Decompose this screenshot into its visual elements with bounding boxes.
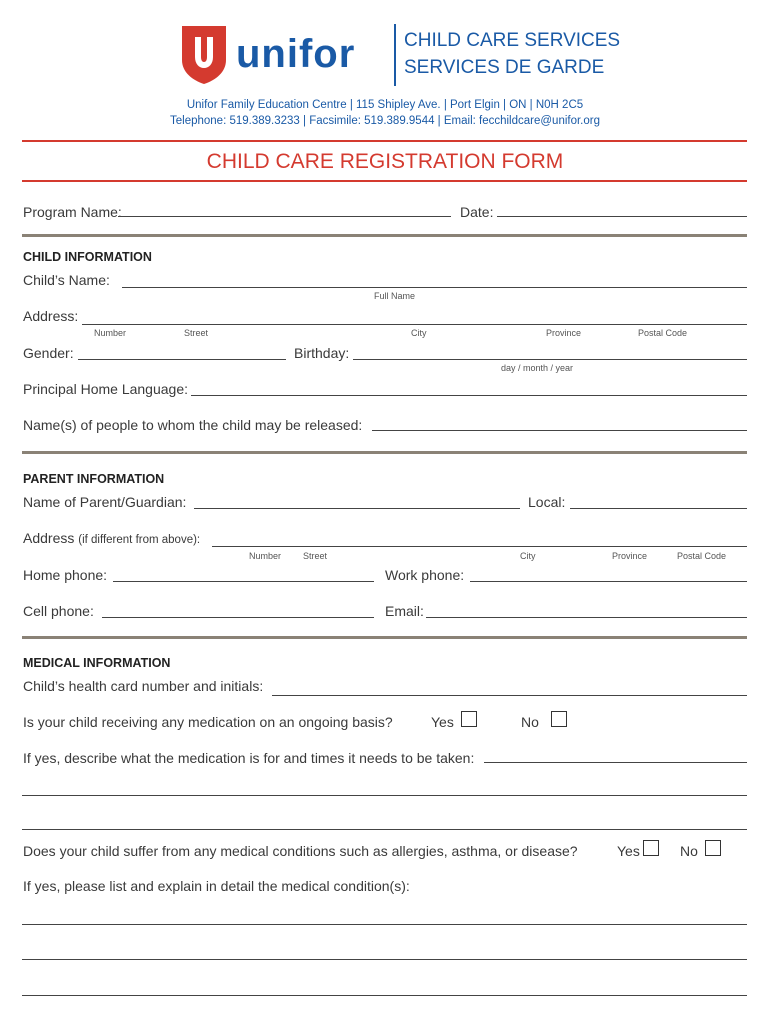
parent-address-label-text: Address <box>23 530 75 546</box>
conditions-description-field-1[interactable] <box>22 924 747 925</box>
medication-description-field-2[interactable] <box>22 795 747 796</box>
program-name-field[interactable] <box>118 216 451 217</box>
health-card-label: Child’s health card number and initials: <box>23 678 264 694</box>
parent-address-number-hint: Number <box>249 551 282 561</box>
child-name-field[interactable] <box>122 287 747 288</box>
address-city-hint: City <box>411 328 427 338</box>
unifor-shield-logo-icon <box>178 24 230 86</box>
conditions-no-label: No <box>680 843 698 859</box>
header-red-rule-bottom <box>22 180 747 182</box>
child-information-heading: CHILD INFORMATION <box>23 250 152 264</box>
health-card-field[interactable] <box>272 695 747 696</box>
parent-address-postal-hint: Postal Code <box>677 551 727 561</box>
medication-description-field-3[interactable] <box>22 829 747 830</box>
child-address-field[interactable] <box>82 324 747 325</box>
conditions-description-field-3[interactable] <box>22 995 747 996</box>
parent-address-field[interactable] <box>212 546 747 547</box>
cell-phone-label: Cell phone: <box>23 603 94 619</box>
work-phone-field[interactable] <box>470 581 747 582</box>
address-postal-hint: Postal Code <box>638 328 688 338</box>
gender-field[interactable] <box>78 359 286 360</box>
program-name-label: Program Name: <box>23 204 122 220</box>
conditions-no-checkbox[interactable] <box>705 840 721 856</box>
parent-address-label <box>23 530 200 546</box>
child-address-label: Address: <box>23 308 79 324</box>
header-divider <box>394 24 396 86</box>
conditions-yes-label: Yes <box>617 843 640 859</box>
medication-question: Is your child receiving any medication on an ongoing basis? <box>23 714 393 730</box>
released-to-field[interactable] <box>372 430 747 431</box>
medication-description-field-1[interactable] <box>484 762 747 763</box>
local-field[interactable] <box>570 508 747 509</box>
local-label: Local: <box>528 494 566 510</box>
medication-yes-label: Yes <box>431 714 454 730</box>
cell-phone-field[interactable] <box>102 617 374 618</box>
parent-information-heading: PARENT INFORMATION <box>23 472 165 486</box>
address-line: Unifor Family Education Centre | 115 Shipley Ave. | Port Elgin | ON | N0H 2C5 <box>186 99 584 111</box>
home-language-field[interactable] <box>191 395 747 396</box>
address-number-hint: Number <box>94 328 127 338</box>
section-rule-parent <box>22 451 747 454</box>
parent-address-province-hint: Province <box>612 551 648 561</box>
date-field[interactable] <box>497 216 747 217</box>
home-phone-field[interactable] <box>113 581 374 582</box>
medical-information-heading: MEDICAL INFORMATION <box>23 656 171 670</box>
address-province-hint: Province <box>546 328 582 338</box>
parent-address-street-hint: Street <box>303 551 328 561</box>
address-street-hint: Street <box>184 328 209 338</box>
parent-address-note: (if different from above): <box>78 534 201 546</box>
date-label: Date: <box>460 204 494 220</box>
form-title: CHILD CARE REGISTRATION FORM <box>206 150 564 173</box>
birthday-format-hint: day / month / year <box>501 363 574 373</box>
medication-description-label: If yes, describe what the medication is for and times it needs to be taken: <box>23 750 475 766</box>
full-name-hint: Full Name <box>374 291 416 301</box>
work-phone-label: Work phone: <box>385 567 465 583</box>
email-field[interactable] <box>426 617 747 618</box>
conditions-question: Does your child suffer from any medical conditions such as allergies, asthma, or disease? <box>23 843 578 859</box>
service-name-en: CHILD CARE SERVICES <box>404 30 621 51</box>
released-to-label: Name(s) of people to whom the child may be released: <box>23 417 363 433</box>
guardian-name-label: Name of Parent/Guardian: <box>23 494 187 510</box>
contact-line: Telephone: 519.389.3233 | Facsimile: 519.389.9544 | Email: fecchildcare@unifor.org <box>170 115 600 127</box>
home-phone-label: Home phone: <box>23 567 108 583</box>
conditions-description-label: If yes, please list and explain in detail the medical condition(s): <box>23 878 410 894</box>
section-rule-medical <box>22 636 747 639</box>
medication-no-checkbox[interactable] <box>551 711 567 727</box>
service-name-fr: SERVICES DE GARDE <box>404 57 605 78</box>
medication-no-label: No <box>521 714 539 730</box>
home-language-label: Principal Home Language: <box>23 381 188 397</box>
medication-yes-checkbox[interactable] <box>461 711 477 727</box>
child-name-label: Child’s Name: <box>23 272 110 288</box>
header-red-rule-top <box>22 140 747 142</box>
birthday-field[interactable] <box>353 359 747 360</box>
parent-address-city-hint: City <box>520 551 536 561</box>
conditions-description-field-2[interactable] <box>22 959 747 960</box>
birthday-label: Birthday: <box>294 345 350 361</box>
email-label: Email: <box>385 603 424 619</box>
guardian-name-field[interactable] <box>194 508 520 509</box>
conditions-yes-checkbox[interactable] <box>643 840 659 856</box>
unifor-wordmark: unifor <box>236 32 356 76</box>
gender-label: Gender: <box>23 345 74 361</box>
section-rule-child <box>22 234 747 237</box>
